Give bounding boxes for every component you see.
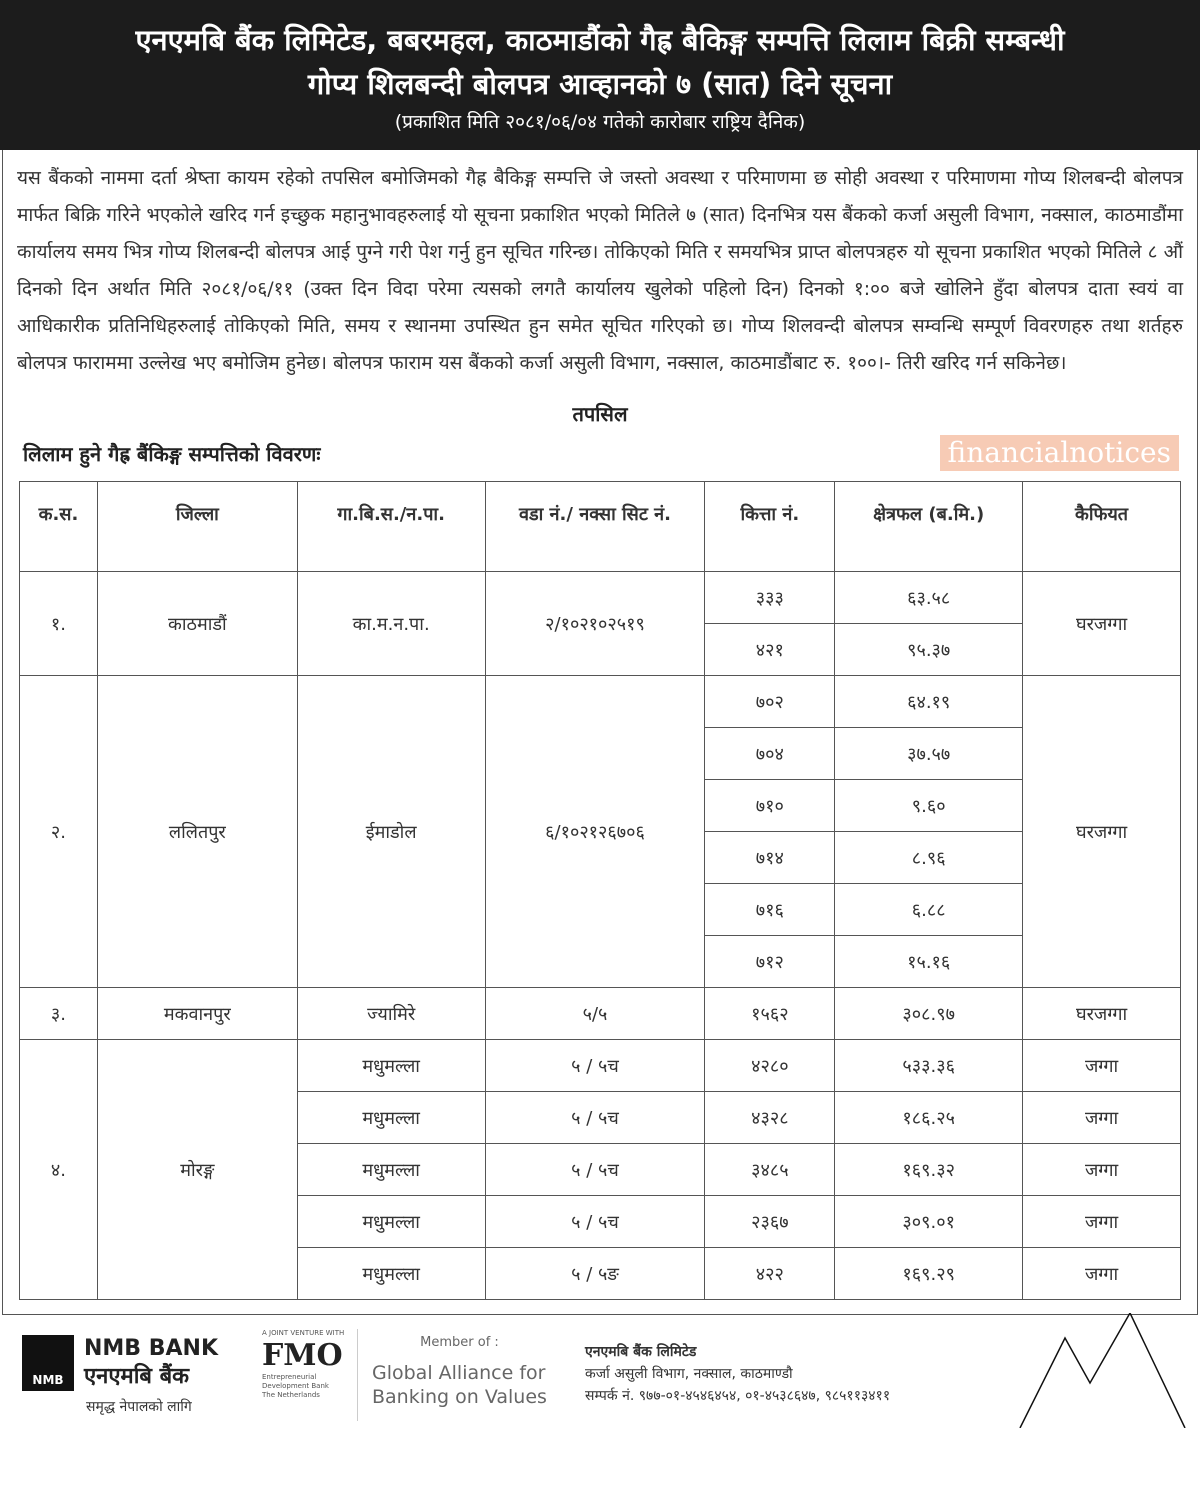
district-cell: काठमाडौं xyxy=(97,572,297,676)
municipality-cell: का.म.न.पा. xyxy=(297,572,485,676)
notice-header xyxy=(0,0,1200,150)
table-row xyxy=(20,988,1181,1040)
contact-name: एनएमबि बैंक लिमिटेड xyxy=(585,1344,697,1360)
remark-cell: घरजग्गा xyxy=(1023,572,1181,676)
serial-cell: ३. xyxy=(20,988,98,1040)
column-header: वडा नं./ नक्सा सिट नं. xyxy=(485,482,705,572)
ward-cell: ६/१०२१२६७०६ xyxy=(485,676,705,988)
fmo-country: The Netherlands xyxy=(262,1391,320,1399)
remark-cell: जग्गा xyxy=(1023,1092,1181,1144)
remark-cell: जग्गा xyxy=(1023,1144,1181,1196)
gabv-line-1: Global Alliance for xyxy=(372,1362,546,1384)
table-row xyxy=(20,572,1181,624)
ward-cell: २/१०२१०२५१९ xyxy=(485,572,705,676)
remark-cell: जग्गा xyxy=(1023,1040,1181,1092)
gabv-logo xyxy=(372,1331,547,1409)
municipality-cell: मधुमल्ला xyxy=(297,1040,485,1092)
notice-body xyxy=(2,150,1198,1315)
district-cell: ललितपुर xyxy=(97,676,297,988)
table-title: लिलाम हुने गैह्र बैंकिङ्ग सम्पत्तिको विवरणः xyxy=(23,441,321,466)
table-row xyxy=(20,1040,1181,1092)
fmo-sub: Entrepreneurial Development Bank xyxy=(262,1373,329,1390)
notice-paragraph: यस बैंकको नाममा दर्ता श्रेष्ता कायम रहेको तपसिल बमोजिमको गैह्र बैकिङ्ग सम्पत्ति जे जस्तो अवस्था र परिमाणमा छ सोही अवस्था र परिमाणमा गोप्य शिलबन्दी बोलपत्र मार्फत बिक्रि गरिने भएकोले खरिद गर्न इच्छुक महानुभावहरुलाई यो सूचना प्रकाशित भएको मितिले ७ (सात) दिनभित्र यस बैंकको कर्जा असुली विभाग, नक्साल, काठमाडौंमा कार्यालय समय भित्र गोप्य शिलबन्दी बोलपत्र आई पुग्ने गरी पेश गर्नु हुन सूचित गरिन्छ। तोकिएको मिति र समयभित्र प्राप्त बोलपत्रहरु यो सूचना प्रकाशित भएको मितिले ८ औं दिनको दिन अर्थात मिति २०८१/०६/११ (उक्त दिन विदा परेमा त्यसको लगतै कार्यालय खुलेको पहिलो दिन) दिनको १:०० बजे खोलिने हुँदा बोलपत्र दाता स्वयं वा आधिकारीक प्रतिनिधिहरुलाई तोकिएको मिति, समय र स्थानमा उपस्थित हुन समेत सूचित गरिएको छ। गोप्य शिलवन्दी बोलपत्र सम्वन्धि सम्पूर्ण विवरणहरु तथा शर्तहरु बोलपत्र फाराममा उल्लेख भए बमोजिम हुनेछ। बोलपत्र फाराम यस बैंकको कर्जा असुली विभाग, नक्साल, काठमाडौंबाट रु. १००।- तिरी खरिद गर्न सकिनेछ। xyxy=(17,167,1183,374)
kitta-cell: ४३२८ xyxy=(705,1092,835,1144)
slogan: समृद्ध नेपालको लागि xyxy=(86,1399,192,1415)
area-cell: ३७.५७ xyxy=(835,728,1023,780)
area-cell: १६९.२९ xyxy=(835,1248,1023,1300)
serial-cell: २. xyxy=(20,676,98,988)
remark-cell: घरजग्गा xyxy=(1023,988,1181,1040)
fmo-text: FMO xyxy=(262,1338,343,1373)
kitta-cell: ७०२ xyxy=(705,676,835,728)
area-cell: ३०८.९७ xyxy=(835,988,1023,1040)
mountain-icon xyxy=(1010,1313,1190,1428)
contact-dept: कर्जा असुली विभाग, नक्साल, काठमाण्डौ xyxy=(585,1366,793,1382)
area-cell: १५.१६ xyxy=(835,936,1023,988)
kitta-cell: ७०४ xyxy=(705,728,835,780)
table-row xyxy=(20,676,1181,728)
nmb-name-np: एनएमबि बैंक xyxy=(84,1364,190,1389)
kitta-cell: ७१० xyxy=(705,780,835,832)
ward-cell: ५/५ xyxy=(485,988,705,1040)
serial-cell: ४. xyxy=(20,1040,98,1300)
area-cell: ६४.१९ xyxy=(835,676,1023,728)
title-line-1: एनएमबि बैंक लिमिटेड, बबरमहल, काठमाडौंको गैह्र बैकिङ्ग सम्पत्ति लिलाम बिक्री सम्बन्धी xyxy=(135,23,1065,57)
kitta-cell: ४२८० xyxy=(705,1040,835,1092)
kitta-cell: ३४८५ xyxy=(705,1144,835,1196)
area-cell: ६३.५८ xyxy=(835,572,1023,624)
kitta-cell: ७१२ xyxy=(705,936,835,988)
area-cell: १८६.२५ xyxy=(835,1092,1023,1144)
remark-cell: जग्गा xyxy=(1023,1196,1181,1248)
ward-cell: ५ / ५च xyxy=(485,1092,705,1144)
kitta-cell: ४२१ xyxy=(705,624,835,676)
watermark: financialnotices xyxy=(940,435,1179,471)
area-cell: ९५.३७ xyxy=(835,624,1023,676)
column-header: जिल्ला xyxy=(97,482,297,572)
asset-table xyxy=(19,481,1181,1300)
area-cell: ३०९.०१ xyxy=(835,1196,1023,1248)
publication-date: (प्रकाशित मिति २०८१/०६/०४ गतेको कारोबार राष्ट्रिय दैनिक) xyxy=(394,111,806,133)
municipality-cell: ज्यामिरे xyxy=(297,988,485,1040)
column-header: क्षेत्रफल (ब.मि.) xyxy=(835,482,1023,572)
ward-cell: ५ / ५च xyxy=(485,1040,705,1092)
district-cell: मकवानपुर xyxy=(97,988,297,1040)
area-cell: ८.९६ xyxy=(835,832,1023,884)
contact-phone: सम्पर्क नं. ९७७-०१-४५४६४५४, ०१-४५३८६४७, ९८५११३४११ xyxy=(585,1388,891,1404)
ward-cell: ५ / ५च xyxy=(485,1144,705,1196)
kitta-cell: ४२२ xyxy=(705,1248,835,1300)
remark-cell: घरजग्गा xyxy=(1023,676,1181,988)
fmo-tag: A JOINT VENTURE WITH xyxy=(262,1329,345,1337)
remark-cell: जग्गा xyxy=(1023,1248,1181,1300)
ward-cell: ५ / ५ङ xyxy=(485,1248,705,1300)
kitta-cell: ७१६ xyxy=(705,884,835,936)
municipality-cell: मधुमल्ला xyxy=(297,1092,485,1144)
table-title-row xyxy=(23,435,1179,471)
column-header: कैफियत xyxy=(1023,482,1181,572)
area-cell: ९.६० xyxy=(835,780,1023,832)
serial-cell: १. xyxy=(20,572,98,676)
municipality-cell: मधुमल्ला xyxy=(297,1144,485,1196)
municipality-cell: ईमाडोल xyxy=(297,676,485,988)
member-of: Member of : xyxy=(420,1335,499,1350)
column-header: कित्ता नं. xyxy=(705,482,835,572)
municipality-cell: मधुमल्ला xyxy=(297,1196,485,1248)
column-header: गा.बि.स./न.पा. xyxy=(297,482,485,572)
area-cell: ६.८८ xyxy=(835,884,1023,936)
ward-cell: ५ / ५च xyxy=(485,1196,705,1248)
area-cell: ५३३.३६ xyxy=(835,1040,1023,1092)
kitta-cell: ७१४ xyxy=(705,832,835,884)
district-cell: मोरङ्ग xyxy=(97,1040,297,1300)
area-cell: १६९.३२ xyxy=(835,1144,1023,1196)
title-line-2: गोप्य शिलबन्दी बोलपत्र आव्हानको ७ (सात) दिने सूचना xyxy=(307,67,893,101)
fmo-logo xyxy=(262,1329,358,1421)
nmb-name-en: NMB BANK xyxy=(84,1336,218,1361)
gabv-line-2: Banking on Values xyxy=(372,1386,547,1408)
contact-block xyxy=(585,1341,890,1407)
kitta-cell: २३६७ xyxy=(705,1196,835,1248)
kitta-cell: ३३३ xyxy=(705,572,835,624)
nmb-logo-icon: NMB xyxy=(22,1335,74,1391)
column-header: क.स. xyxy=(20,482,98,572)
kitta-cell: १५६२ xyxy=(705,988,835,1040)
municipality-cell: मधुमल्ला xyxy=(297,1248,485,1300)
footer xyxy=(0,1323,1200,1428)
schedule-heading: तपसिल xyxy=(572,402,628,426)
